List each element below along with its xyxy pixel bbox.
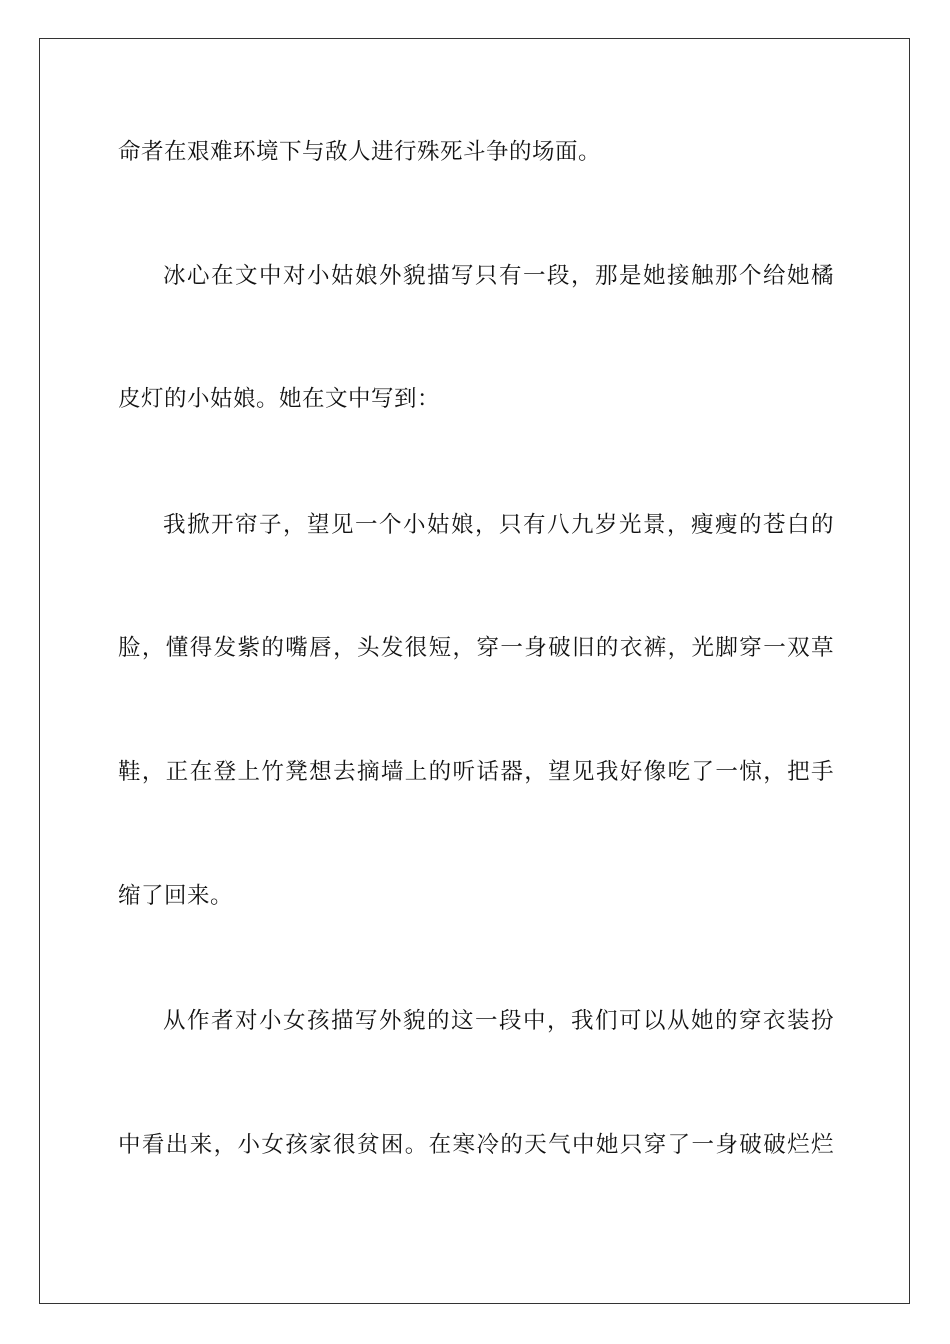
text-line-3: 皮灯的小姑娘。她在文中写到：	[118, 386, 441, 412]
text-line-4: 我掀开帘子，望见一个小姑娘，只有八九岁光景，瘦瘦的苍白的	[163, 512, 834, 538]
page-border	[39, 38, 910, 1304]
text-line-6: 鞋，正在登上竹凳想去摘墙上的听话器，望见我好像吃了一惊，把手	[118, 759, 834, 785]
text-line-7: 缩了回来。	[118, 883, 234, 909]
text-line-8: 从作者对小女孩描写外貌的这一段中，我们可以从她的穿衣装扮	[163, 1008, 834, 1034]
text-line-1: 命者在艰难环境下与敌人进行殊死斗争的场面。	[118, 139, 602, 165]
text-line-9: 中看出来，小女孩家很贫困。在寒冷的天气中她只穿了一身破破烂烂	[118, 1132, 834, 1158]
text-line-2: 冰心在文中对小姑娘外貌描写只有一段，那是她接触那个给她橘	[163, 263, 834, 289]
text-line-5: 脸，懂得发紫的嘴唇，头发很短，穿一身破旧的衣裤，光脚穿一双草	[118, 635, 834, 661]
